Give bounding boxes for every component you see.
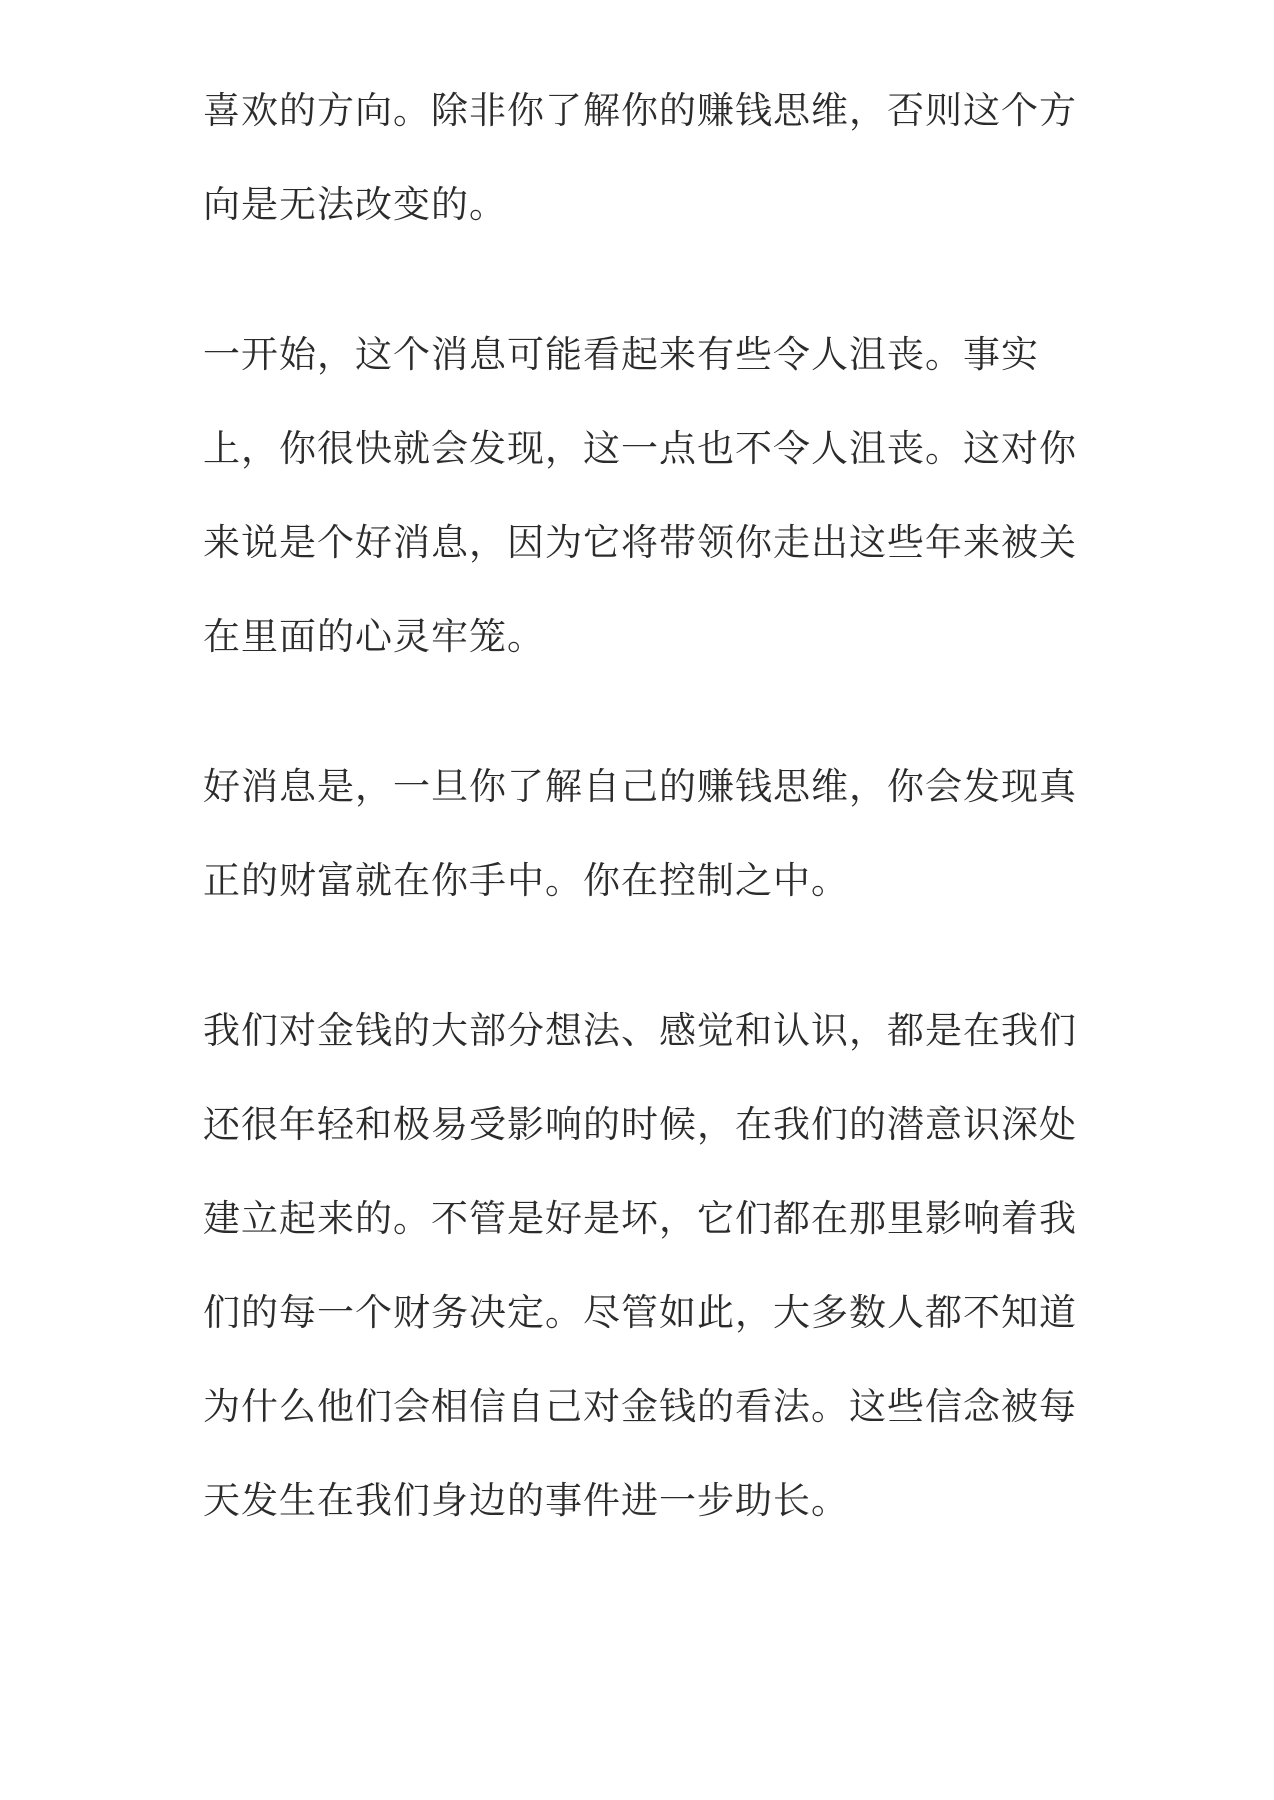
text-line: 为什么他们会相信自己对金钱的看法。这些信念被每: [203, 1385, 1077, 1428]
text-line: 在里面的心灵牢笼。: [203, 615, 545, 658]
text-line: 向是无法改变的。: [203, 183, 507, 226]
text-line: 一开始，这个消息可能看起来有些令人沮丧。事实: [203, 333, 1039, 376]
text-line: 建立起来的。不管是好是坏，它们都在那里影响着我: [203, 1197, 1077, 1240]
text-line: 喜欢的方向。除非你了解你的赚钱思维，否则这个方: [203, 89, 1077, 132]
article-body: [203, 64, 1083, 1604]
text-line: 好消息是，一旦你了解自己的赚钱思维，你会发现真: [203, 765, 1077, 808]
paragraph-1: [203, 64, 1083, 252]
text-line: 们的每一个财务决定。尽管如此，大多数人都不知道: [203, 1291, 1077, 1334]
text-line: 我们对金钱的大部分想法、感觉和认识，都是在我们: [203, 1009, 1077, 1052]
text-line: 上，你很快就会发现，这一点也不令人沮丧。这对你: [203, 427, 1077, 470]
paragraph-2: [203, 308, 1083, 684]
paragraph-4: [203, 984, 1083, 1548]
text-line: 正的财富就在你手中。你在控制之中。: [203, 859, 849, 902]
text-line: 来说是个好消息，因为它将带领你走出这些年来被关: [203, 521, 1077, 564]
text-line: 天发生在我们身边的事件进一步助长。: [203, 1479, 849, 1522]
paragraph-3: [203, 740, 1083, 928]
text-line: 还很年轻和极易受影响的时候，在我们的潜意识深处: [203, 1103, 1077, 1146]
